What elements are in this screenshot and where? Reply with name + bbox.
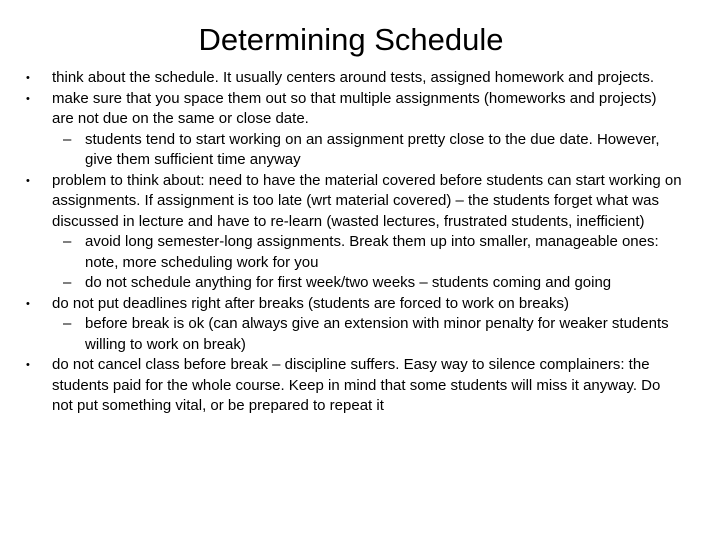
sub-bullet-item [0,273,685,294]
sub-bullet-text: avoid long semester-long assignments. Break them up into smaller, manageable ones: note, more scheduling work for you [85,233,659,271]
bullet-text: do not put deadlines right after breaks (students are forced to work on breaks) [52,294,569,312]
bullet-marker: • [26,297,30,310]
bullet-text: problem to think about: need to have the material covered before students can start working on assignments. If assignment is too late (wrt material covered) – the students forget what was discussed in lecture and have to re-learn (wasted lectures, frustrated students, inefficient) [52,171,682,230]
sub-bullet-text: students tend to start working on an assignment pretty close to the due date. However, give them sufficient time anyway [85,130,660,168]
sub-bullet-text: before break is ok (can always give an extension with minor penalty for weaker students willing to work on break) [85,315,669,353]
bullet-text: make sure that you space them out so that multiple assignments (homeworks and projects) are not due on the same or close date. [52,89,657,127]
slide-title: Determining Schedule [198,22,504,57]
bullet-item [0,294,682,315]
bullet-item [0,68,682,89]
bullet-marker: • [26,359,30,371]
bullet-marker: • [26,92,30,105]
sub-bullet-item [0,232,685,273]
bullet-text: do not cancel class before break – discipline suffers. Easy way to silence complainers: the students paid for the whole course. Keep in mind that some students will miss it anyway. Do not put something vital, or be prepared to repeat it [52,356,661,414]
bullet-marker: • [26,72,30,84]
sub-bullet-marker: – [63,315,72,332]
slide-body [0,68,720,417]
bullet-text: think about the schedule. It usually centers around tests, assigned homework and projects. [52,69,655,86]
sub-bullet-item [0,314,685,355]
sub-bullet-marker: – [63,274,72,291]
bullet-item [0,355,682,417]
bullet-marker: • [26,174,30,187]
sub-bullet-text: do not schedule anything for first week/two weeks – students coming and going [85,274,612,291]
sub-bullet-marker: – [63,130,72,148]
bullet-item [0,171,682,233]
sub-bullet-marker: – [63,233,72,250]
sub-bullet-item [0,130,685,171]
bullet-item [0,89,682,130]
